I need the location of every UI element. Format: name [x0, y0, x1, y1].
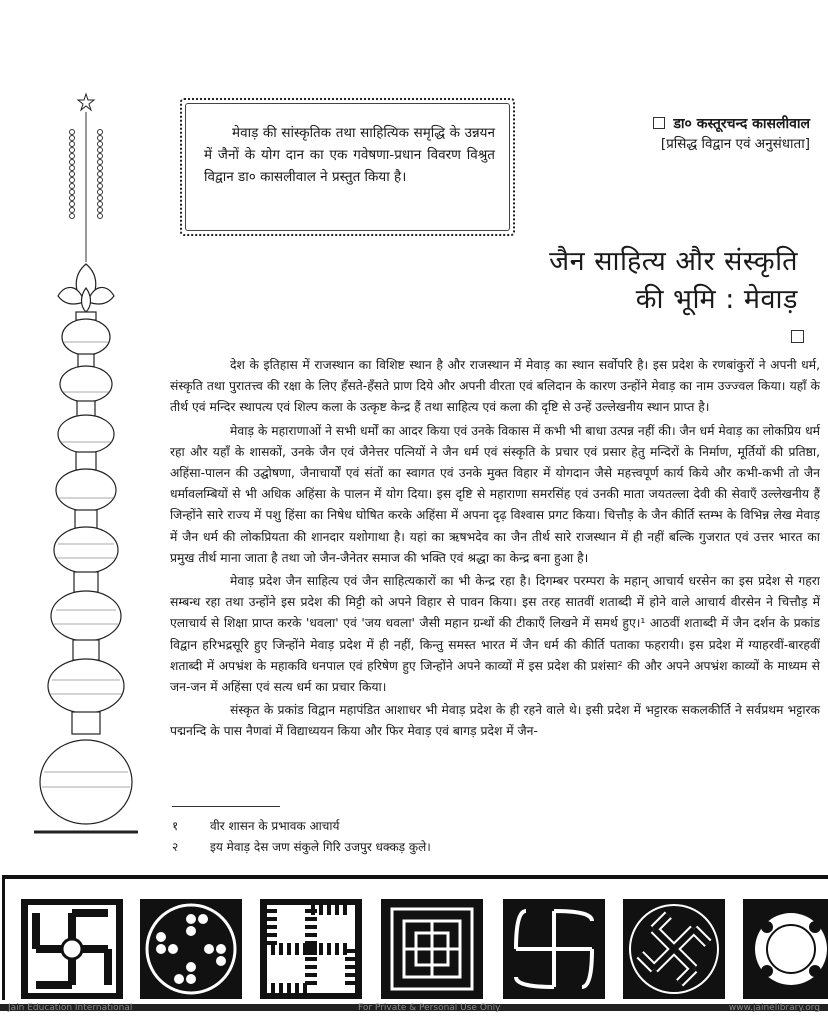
author-name: डा० कस्तूरचन्द कासलीवाल — [653, 114, 810, 134]
square-bullet-icon — [791, 330, 804, 343]
author-block — [653, 114, 810, 154]
footnote-divider — [172, 806, 280, 807]
intro-summary-text: मेवाड़ की सांस्कृतिक तथा साहित्यिक समृद्धि के उन्नयन में जैनों के योग दान का एक गवेषणा-प्रधान विवरण विश्रुत विद्वान डा० कासलीवाल ने प्रस्तुत किया है। — [204, 125, 495, 185]
swastika-checker-icon — [260, 899, 362, 999]
swastika-curved-icon — [503, 899, 605, 999]
paragraph: मेवाड़ प्रदेश जैन साहित्य एवं जैन साहित्यकारों का भी केन्द्र रहा है। दिगम्बर परम्परा के महान् आचार्य धरसेन का इस प्रदेश से गहरा सम्बन्ध रहा तथा उन्होंने इस प्रदेश की मिट्टी को अपने विहार से पावन किया। इस तरह सातवीं शताब्दी में होने वाले आचार्य वीरसेन ने चित्तौड़ में एलाचार्य से शिक्षा प्राप्त करके 'धवला' एवं 'जय धवला' जैसी महान ग्रन्थों की टीकाएँ लिखने में समर्थ हुए।¹ आठवीं शताब्दी में जैन दर्शन के प्रकांड विद्वान हरिभद्रसूरि हुए जिन्होंने मेवाड़ प्रदेश में ही नहीं, किन्तु समस्त भारत में जैन धर्म की कीर्ति पताका फहरायी। इस प्रदेश में ग्याहरवीं-बारहवीं शताब्दी में अपभ्रंश के महाकवि धनपाल एवं हरिषेण हुए जिन्होंने अपने काव्यों में इस प्रदेश की प्रशंसा² की और अपने अपभ्रंश काव्यों के माध्यम से जन-जन में अहिंसा एवं सत्य धर्म का प्रचार किया। — [170, 574, 820, 695]
swastika-maze-icon — [381, 899, 483, 999]
swastika-floral-icon — [21, 899, 123, 999]
paragraph: देश के इतिहास में राजस्थान का विशिष्ट स्थान है और राजस्थान में मेवाड़ का स्थान सर्वोपरि है। इस प्रदेश के रणबांकुरों ने अपनी धर्म, संस्कृति तथा पुरातत्त्व की रक्षा के लिए हँसते-हँसते प्राण दिये और अपनी वीरता एवं बलिदान के कारण उन्होंने मेवाड़ का नाम उज्ज्वल किया। यहाँ के तीर्थ एवं मन्दिर स्थापत्य एवं शिल्प कला के उत्कृष्ट केन्द्र हैं तथा साहित्य एवं कला की दृष्टि से उन्हें उल्लेखनीय स्थान प्राप्त है। — [170, 358, 820, 415]
kalash-pillar-illustration — [30, 92, 150, 862]
star-icon — [78, 94, 94, 110]
square-bullet-icon — [653, 117, 665, 129]
title-line-2: की भूमि : मेवाड़ — [635, 284, 798, 315]
footer-website-link[interactable]: www.jainelibrary.org — [728, 1003, 820, 1013]
footer-usage-note: For Private & Personal Use Only — [358, 1003, 501, 1013]
swastika-circles-icon — [140, 899, 242, 999]
title-line-1: जैन साहित्य और संस्कृति — [549, 246, 798, 277]
intro-summary-box — [180, 98, 515, 236]
footnote: १ वीर शासन के प्रभावक आचार्य — [172, 819, 340, 833]
footer — [0, 1003, 828, 1019]
paragraph: मेवाड़ के महाराणाओं ने सभी धर्मों का आदर किया एवं उनके विकास में कभी भी बाधा उत्पन्न नहीं की। जैन धर्म मेवाड़ का लोकप्रिय धर्म रहा और यहाँ के शासकों, उनके जैन एवं जैनेत्तर पत्नियों ने जैन धर्म एवं संस्कृति के प्रचार एवं प्रसार हेतु मन्दिरों के निर्माण, मूर्तियों की प्रतिष्ठा, अहिंसा-पालन की उद्घोषणा, जैनाचार्यों एवं संतों का स्वागत एवं उनके मुक्त विहार में योगदान जैसे महत्त्वपूर्ण कार्य किये और कभी-कभी तो जैन धर्मावलम्बियों से भी अधिक अहिंसा के पालन में योग दिया। इस दृष्टि से महाराणा समरसिंह एवं उनकी माता जयतल्ला देवी की सेवाएँ उल्लेखनीय हैं जिन्होंने सारे राज्य में पशु हिंसा का निषेध घोषित करके अहिंसा में अपना दृढ़ विश्वास प्रगट किया। चित्तौड़ के जैन कीर्ति स्तम्भ के विभिन्न लेख मेवाड़ में जैन धर्म की लोकप्रियता की शानदार यशोगाथा है। यहां का ऋषभदेव का जैन तीर्थ सारे राजस्थान में ही नहीं बल्कि गुजरात एवं उत्तर भारत का प्रमुख तीर्थ माना जाता है तथा जो जैन-जैनेतर समाज की भक्ति एवं श्रद्धा का केन्द्र बना हुआ है। — [170, 423, 820, 565]
footnotes — [172, 816, 431, 858]
article-title — [549, 243, 798, 319]
footer-publisher: Jain Education International — [8, 1003, 133, 1013]
footnote: २ इय मेवाड़ देस जण संकुले गिरि उजपुर धक्कड़ कुले। — [172, 840, 431, 854]
swastika-ornament-border — [2, 875, 828, 1000]
author-role: [प्रसिद्ध विद्वान एवं अनुसंधाता] — [660, 136, 810, 152]
swastika-circle-inset-icon — [623, 899, 725, 999]
article-body — [170, 355, 820, 745]
lotus-circle-icon — [743, 899, 828, 999]
paragraph: संस्कृत के प्रकांड विद्वान महापंडित आशाधर भी मेवाड़ प्रदेश के ही रहने वाले थे। इसी प्रदेश में भट्टारक सकलकीर्ति ने सर्वप्रथम भट्टारक पद्मनन्दि के पास नैणवां में विद्याध्ययन किया और फिर मेवाड़ एवं बागड़ प्रदेश में जैन- — [170, 703, 820, 739]
